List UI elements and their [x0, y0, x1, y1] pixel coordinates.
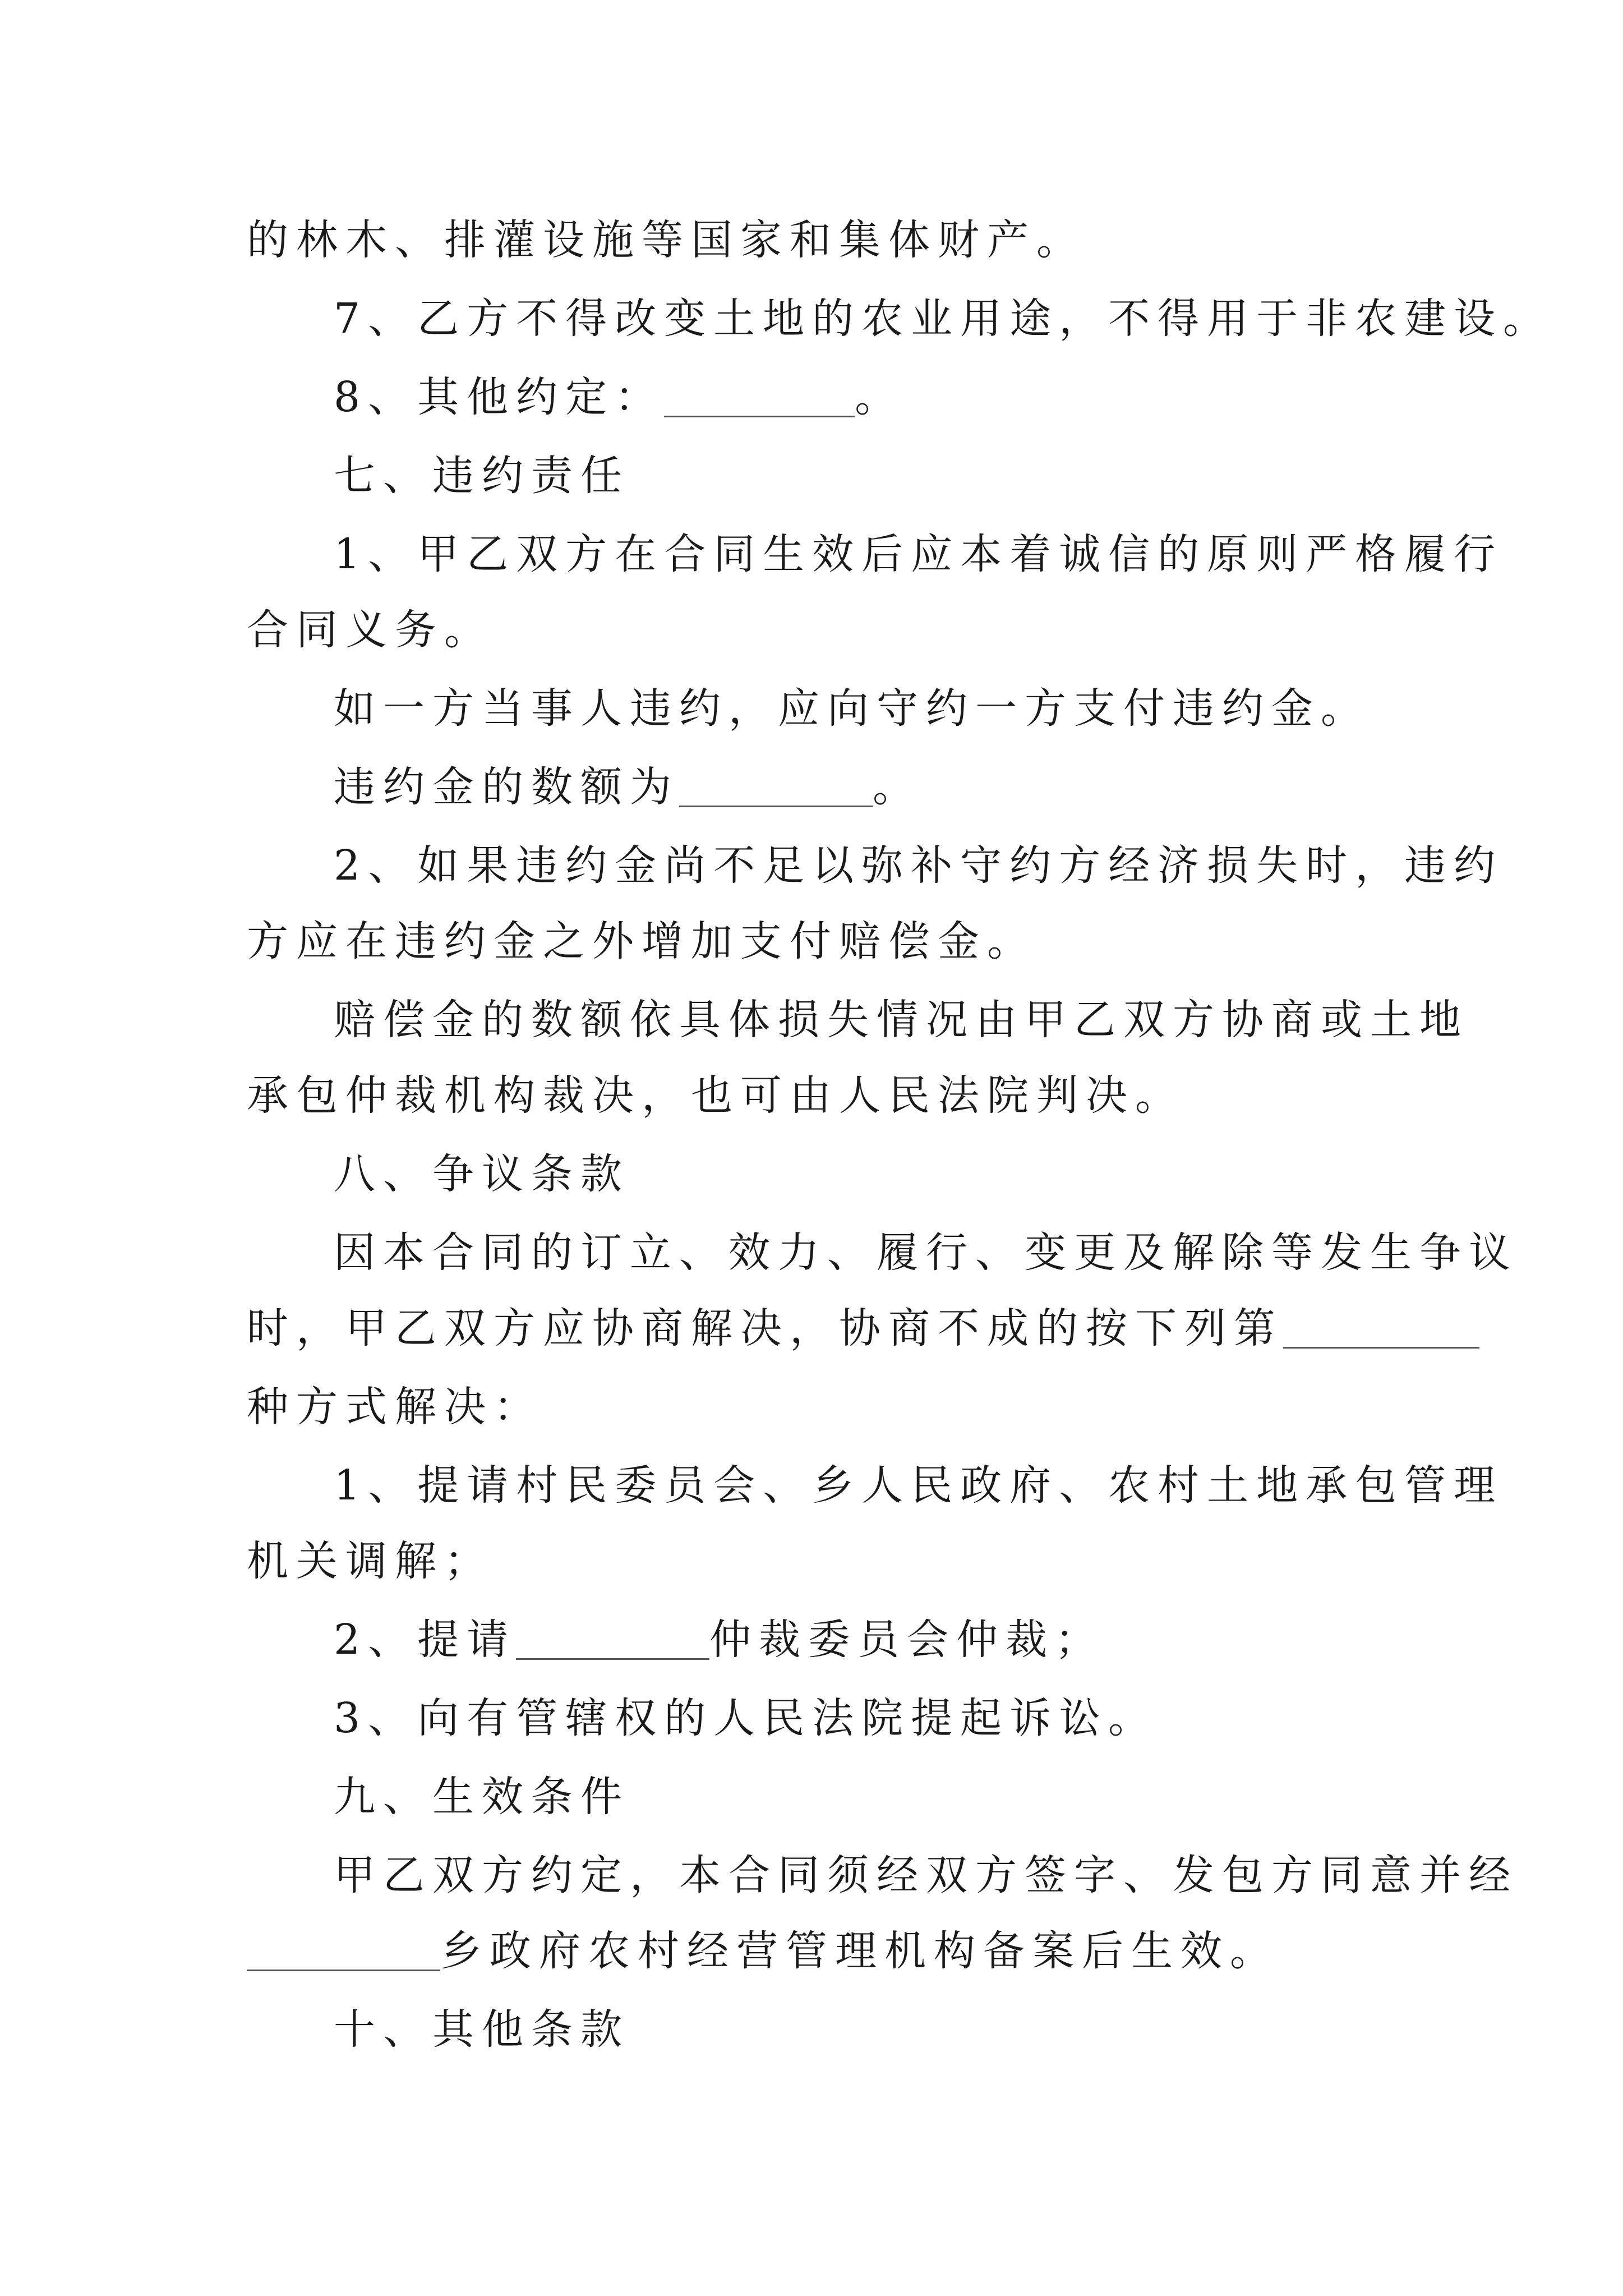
section-heading-7 [334, 448, 630, 504]
clause-8-1-line-1 [334, 1457, 1503, 1513]
text: 种方式解决： [247, 1383, 543, 1431]
text: 仲裁委员会仲裁； [709, 1616, 1105, 1664]
text: 机关调解； [247, 1537, 494, 1585]
text: 如一方当事人违约，应向守约一方支付违约金。 [334, 684, 1370, 733]
clause-7-1-line-1 [334, 526, 1503, 582]
text: 3、向有管辖权的人民法院提起诉讼。 [334, 1694, 1158, 1742]
clause-7-2-line-4 [247, 1068, 1184, 1124]
text: 的林木、排灌设施等国家和集体财产。 [247, 216, 1086, 264]
text: 甲乙双方约定，本合同须经双方签字、发包方同意并经 [334, 1851, 1518, 1899]
section-heading-8 [334, 1146, 630, 1202]
blank-field-penalty-amount[interactable] [679, 766, 873, 807]
text: 1、甲乙双方在合同生效后应本着诚信的原则严格履行 [334, 530, 1504, 578]
clause-9-line-1 [334, 1847, 1518, 1903]
text: 方应在违约金之外增加支付赔偿金。 [247, 917, 1036, 965]
clause-8-line-3 [247, 1379, 543, 1435]
text: 九、生效条件 [334, 1773, 630, 1821]
clause-7-2-line-1 [334, 838, 1503, 894]
clause-9-line-2 [247, 1923, 1279, 1979]
text: 赔偿金的数额依具体损失情况由甲乙双方协商或土地 [334, 996, 1469, 1044]
blank-field-township[interactable] [247, 1930, 440, 1971]
text: 1、提请村民委员会、乡人民政府、农村土地承包管理 [334, 1461, 1504, 1510]
text: 十、其他条款 [334, 2005, 630, 2054]
text: 乡政府农村经营管理机构备案后生效。 [440, 1927, 1279, 1975]
clause-8-2 [334, 1612, 1104, 1668]
text: 承包仲裁机构裁决，也可由人民法院判决。 [247, 1071, 1184, 1120]
text: 7、乙方不得改变土地的农业用途，不得用于非农建设。 [334, 295, 1553, 343]
text: 违约金的数额为 [334, 763, 679, 811]
text: 八、争议条款 [334, 1150, 630, 1198]
text: 合同义务。 [247, 606, 494, 654]
clause-8-line-2 [247, 1300, 1479, 1356]
text-line-property [247, 212, 1086, 268]
clause-7-1-line-3 [334, 680, 1370, 737]
blank-field-other-agreement[interactable] [664, 376, 855, 417]
clause-7-1-line-4 [334, 759, 922, 815]
clause-7-1-line-2 [247, 602, 494, 658]
section-heading-9 [334, 1769, 630, 1825]
text: 。 [873, 763, 922, 811]
clause-8-line-1 [334, 1225, 1518, 1281]
clause-7-2-line-3 [334, 992, 1469, 1048]
clause-6-8 [334, 369, 904, 425]
clause-6-7 [334, 291, 1552, 347]
text: 2、提请 [334, 1616, 517, 1664]
text: 2、如果违约金尚不足以弥补守约方经济损失时，违约 [334, 841, 1504, 890]
blank-field-dispute-method[interactable] [1283, 1308, 1479, 1349]
text: 8、其他约定： [334, 373, 665, 421]
text: 时，甲乙双方应协商解决，协商不成的按下列第 [247, 1304, 1283, 1352]
text: 七、违约责任 [334, 452, 630, 500]
blank-field-arbitration-committee[interactable] [516, 1619, 709, 1660]
clause-8-3 [334, 1690, 1158, 1746]
clause-8-1-line-2 [247, 1533, 494, 1589]
text: 。 [855, 373, 905, 421]
clause-7-2-line-2 [247, 913, 1036, 969]
section-heading-10 [334, 2001, 630, 2058]
text: 因本合同的订立、效力、履行、变更及解除等发生争议 [334, 1228, 1518, 1277]
